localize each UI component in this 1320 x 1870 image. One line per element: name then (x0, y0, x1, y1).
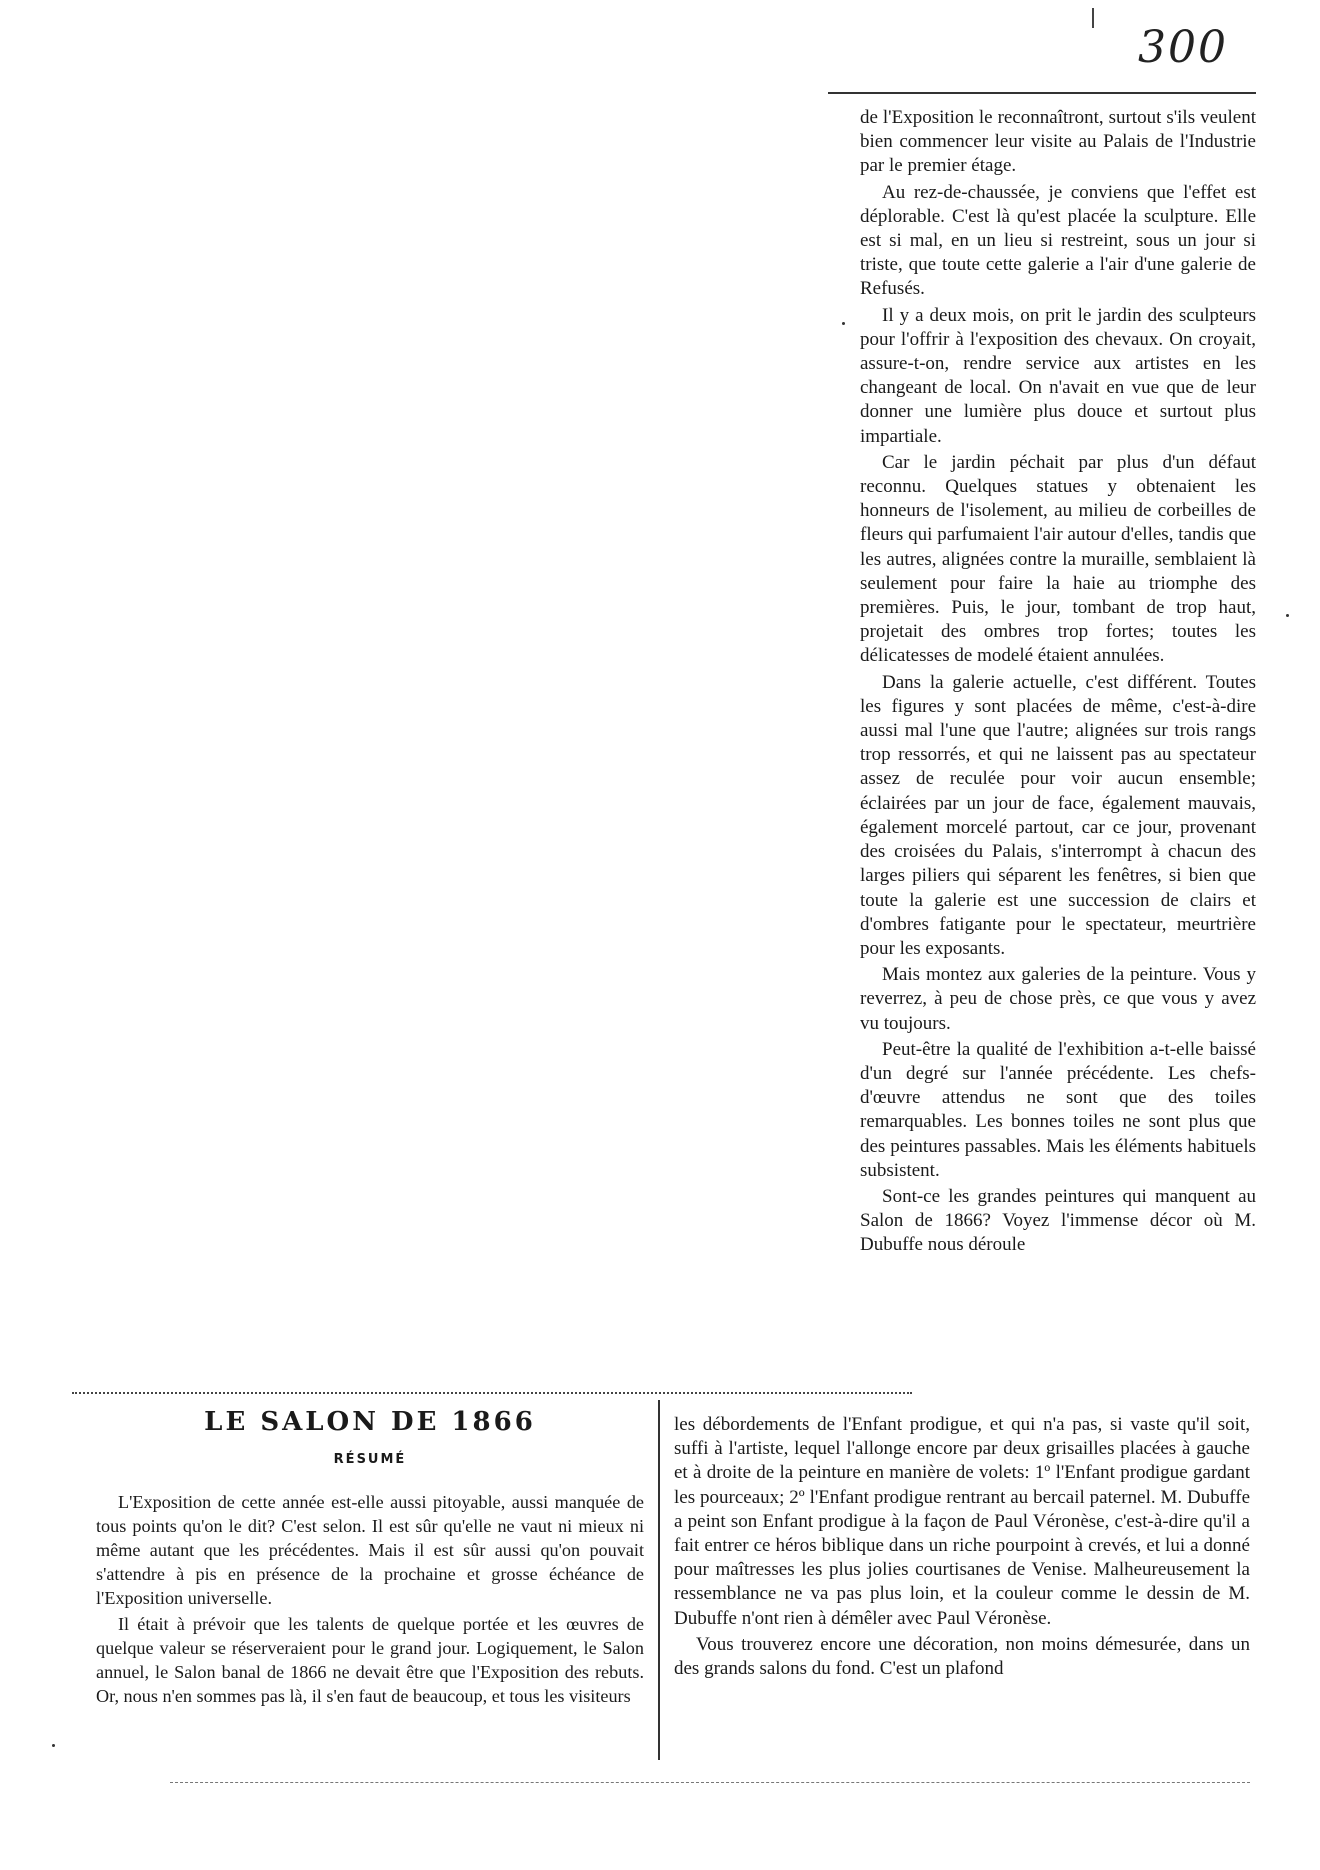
scan-speck (842, 322, 845, 325)
paragraph: Dans la galerie actuelle, c'est différent. Toutes les figures y sont placées de même, c'est-à-dire aussi mal l'une que l'autre; alignées sur trois rangs trop ressorrés, et qui ne laissent pas au spectateur assez de reculée pour voir aucun ensemble; éclairées par un jour de face, également mauvais, également morcelé partout, car ce jour, provenant des croisées du Palais, s'interrompt à chacun des larges piliers qui séparent les fenêtres, si bien que toute la galerie est une succession de clairs et d'ombres fatigante pour le spectateur, meurtrière pour les exposants. (860, 671, 1256, 959)
paragraph: Au rez-de-chaussée, je conviens que l'effet est déplorable. C'est là qu'est placée la sculpture. Elle est si mal, en un lieu si restreint, sous un jour si triste, que toute cette galerie a l'air d'une galerie de Refusés. (860, 181, 1256, 300)
lower-left-column (96, 1490, 644, 1710)
paragraph: Il y a deux mois, on prit le jardin des sculpteurs pour l'offrir à l'exposition des chevaux. On croyait, assure-t-on, rendre service aux artistes en les changeant de local. On n'avait en vue que de leur donner une lumière plus douce et surtout plus impartiale. (860, 304, 1256, 447)
paragraph: les débordements de l'Enfant prodigue, et qui n'a pas, si vaste qu'il soit, suffi à l'artiste, lequel l'allonge encore par deux grisailles placées à gauche et à droite de la peinture en manière de volets: 1º l'Enfant prodigue gardant les pourceaux; 2º l'Enfant prodigue rentrant au bercail paternel. M. Dubuffe a peint son Enfant prodigue à la façon de Paul Véronèse, c'est-à-dire qu'il a fait entrer ce héros biblique dans un riche pourpoint à crevés, et lui a donné pour maîtresses les plus jolies courtisanes de Venise. Malheureusement la ressemblance ne va pas plus loin, et la couleur comme le dessin de M. Dubuffe n'ont rien à démêler avec Paul Véronèse. (674, 1414, 1250, 1629)
paragraph: L'Exposition de cette année est-elle aussi pitoyable, aussi manquée de tous points qu'on le dit? C'est selon. Il est sûr qu'elle ne vaut ni mieux ni même autant que les précédentes. Mais il est sûr aussi qu'on pouvait s'attendre à pis en présence de la prochaine et grosse échéance de l'Exposition universelle. (96, 1492, 644, 1608)
paragraph: Mais montez aux galeries de la peinture. Vous y reverrez, à peu de chose près, ce que vous y avez vu toujours. (860, 964, 1256, 1034)
upper-right-column (860, 106, 1256, 1260)
paragraph: Car le jardin péchait par plus d'un défaut reconnu. Quelques statues y obtenaient les honneurs de l'isolement, au milieu de corbeilles de fleurs qui parfumaient l'air autour d'elles, tandis que les autres, alignées contre la muraille, semblaient là seulement pour faire la haie au triomphe des premières. Puis, le jour, tombant de trop haut, projetait des ombres trop fortes; toutes les délicatesses de modelé étaient annulées. (860, 451, 1256, 667)
column-divider (658, 1400, 660, 1760)
paragraph: Sont-ce les grandes peintures qui manquent au Salon de 1866? Voyez l'immense décor où M. Dubuffe nous déroule (860, 1185, 1256, 1256)
article-subtitle: RÉSUMÉ (333, 1452, 407, 1467)
paragraph: Peut-être la qualité de l'exhibition a-t-elle baissé d'un degré sur l'année précédente. Les chefs-d'œuvre attendus ne sont que des toiles remarquables. Les bonnes toiles ne sont plus que des peintures passables. Mais les éléments habituels subsistent. (860, 1038, 1256, 1181)
paragraph: Vous trouverez encore une décoration, non moins démesurée, dans un des grands salons du fond. C'est un plafond (674, 1633, 1250, 1680)
scan-speck (1286, 614, 1289, 617)
top-rule (828, 92, 1256, 94)
paragraph: de l'Exposition le reconnaîtront, surtout s'ils veulent bien commencer leur visite au Palais de l'Industrie par le premier étage. (860, 107, 1256, 177)
lower-right-column (674, 1413, 1250, 1683)
handwritten-page-number: 300 (1138, 22, 1228, 73)
scan-speck (52, 1744, 55, 1747)
bottom-rule (170, 1782, 1250, 1783)
article-title: LE SALON DE 1866 (204, 1407, 536, 1437)
pen-mark (1092, 8, 1094, 28)
paragraph: Il était à prévoir que les talents de quelque portée et les œuvres de quelque valeur se réserveraient pour le grand jour. Logiquement, le Salon annuel, le Salon banal de 1866 ne devait être que l'Exposition des rebuts. Or, nous n'en sommes pas là, il s'en faut de beaucoup, et tous les visiteurs (96, 1614, 644, 1706)
section-separator (72, 1392, 912, 1394)
